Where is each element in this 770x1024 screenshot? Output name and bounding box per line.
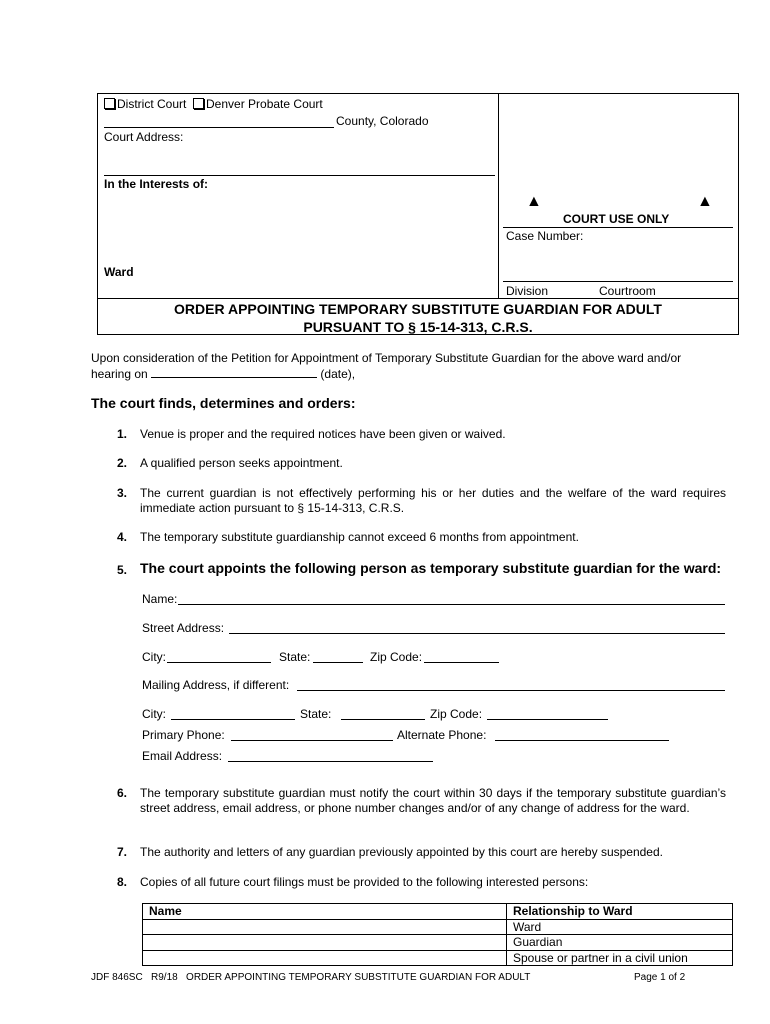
email-address-field[interactable] — [228, 761, 433, 762]
item-text: Venue is proper and the required notices have been given or waived. — [140, 427, 506, 441]
court-address-line — [104, 175, 495, 176]
relationship-cell: Ward — [507, 919, 733, 935]
hearing-date-blank[interactable] — [151, 366, 317, 378]
hearing-on-label: hearing on — [91, 367, 148, 381]
table-row — [143, 950, 733, 966]
table-header-name: Name — [143, 904, 507, 920]
mailing-state-label: State: — [300, 707, 332, 721]
item-number: 5. — [117, 563, 128, 577]
interests-label: In the Interests of: — [104, 177, 209, 191]
zip-code-field[interactable] — [424, 662, 499, 663]
district-court-checkbox[interactable] — [104, 98, 115, 109]
item-number: 7. — [117, 845, 128, 859]
person-name-cell[interactable] — [143, 935, 507, 951]
street-address-field[interactable] — [229, 633, 725, 634]
relationship-cell: Guardian — [507, 935, 733, 951]
name-label: Name: — [142, 592, 178, 606]
date-label: (date), — [320, 367, 356, 381]
table-row — [143, 919, 733, 935]
alternate-phone-label: Alternate Phone: — [397, 728, 487, 742]
item-number: 1. — [117, 427, 128, 441]
table-header-row — [143, 904, 733, 920]
relationship-cell: Spouse or partner in a civil union — [507, 950, 733, 966]
case-number-label: Case Number: — [506, 229, 584, 243]
title-line-2: PURSUANT TO § 15-14-313, C.R.S. — [303, 319, 533, 335]
item-number: 4. — [117, 530, 128, 544]
case-number-line — [503, 281, 733, 282]
title-line-1: ORDER APPOINTING TEMPORARY SUBSTITUTE GUARDIAN FOR ADULT — [174, 301, 662, 317]
item-text: The current guardian is not effectively performing his or her duties and the welfare of the ward requires immediate action pursuant to § 15-14-313, C.R.S. — [140, 486, 726, 515]
table-header-relationship: Relationship to Ward — [507, 904, 733, 920]
item-number: 2. — [117, 456, 128, 470]
name-field[interactable] — [178, 604, 725, 605]
item-text: A qualified person seeks appointment. — [140, 456, 343, 470]
mailing-address-field[interactable] — [297, 690, 725, 691]
item-text: Copies of all future court filings must be provided to the following interested persons: — [140, 875, 589, 889]
mailing-city-label: City: — [142, 707, 166, 721]
mailing-city-field[interactable] — [171, 719, 295, 720]
city-field[interactable] — [167, 662, 271, 663]
person-name-cell[interactable] — [143, 919, 507, 935]
denver-probate-checkbox[interactable] — [193, 98, 204, 109]
street-address-label: Street Address: — [142, 621, 225, 635]
court-address-label: Court Address: — [104, 130, 184, 144]
email-address-label: Email Address: — [142, 749, 223, 763]
table-row — [143, 935, 733, 951]
order-title — [97, 300, 739, 336]
caption-divider-horizontal — [97, 298, 739, 299]
zip-code-label: Zip Code: — [370, 650, 423, 664]
division-label: Division — [506, 284, 549, 298]
courtroom-label: Courtroom — [599, 284, 656, 298]
state-label: State: — [279, 650, 311, 664]
item-text: The court appoints the following person as temporary substitute guardian for the ward: — [140, 560, 722, 576]
findings-heading: The court finds, determines and orders: — [91, 395, 356, 411]
item-number: 3. — [117, 486, 128, 500]
primary-phone-field[interactable] — [231, 740, 393, 741]
item-text: The authority and letters of any guardian previously appointed by this court are hereby suspended. — [140, 845, 663, 859]
mailing-zip-label: Zip Code: — [430, 707, 483, 721]
caption-divider-vertical — [498, 94, 499, 299]
item-number: 6. — [117, 786, 128, 800]
denver-probate-label: Denver Probate Court — [206, 97, 323, 111]
item-text: The temporary substitute guardian must notify the court within 30 days if the temporary substitute guardian’s street address, email address, or phone number changes and/or of any change of address for the ward. — [140, 786, 726, 815]
court-use-only: COURT USE ONLY — [563, 212, 670, 226]
court-use-line — [503, 227, 733, 228]
mailing-state-field[interactable] — [341, 719, 425, 720]
county-label: County, Colorado — [336, 114, 429, 128]
item-number: 8. — [117, 875, 128, 889]
triangle-left-icon: ▲ — [526, 193, 542, 210]
interested-persons-table — [142, 903, 733, 966]
court-options — [104, 97, 323, 111]
ward-label: Ward — [104, 265, 134, 279]
district-court-label: District Court — [117, 97, 187, 111]
primary-phone-label: Primary Phone: — [142, 728, 225, 742]
alternate-phone-field[interactable] — [495, 740, 669, 741]
footer-form-id: JDF 846SC R9/18 ORDER APPOINTING TEMPORARY SUBSTITUTE GUARDIAN FOR ADULT — [91, 972, 531, 983]
county-blank[interactable] — [104, 127, 334, 128]
state-field[interactable] — [313, 662, 363, 663]
mailing-zip-field[interactable] — [487, 719, 608, 720]
triangle-right-icon: ▲ — [697, 193, 713, 210]
intro-paragraph — [91, 351, 681, 382]
item-text: The temporary substitute guardianship cannot exceed 6 months from appointment. — [140, 530, 579, 544]
mailing-address-label: Mailing Address, if different: — [142, 678, 290, 692]
intro-line-1: Upon consideration of the Petition for Appointment of Temporary Substitute Guardian for the above ward and/or — [91, 351, 682, 365]
city-label: City: — [142, 650, 166, 664]
person-name-cell[interactable] — [143, 950, 507, 966]
footer-page-number: Page 1 of 2 — [634, 972, 686, 983]
